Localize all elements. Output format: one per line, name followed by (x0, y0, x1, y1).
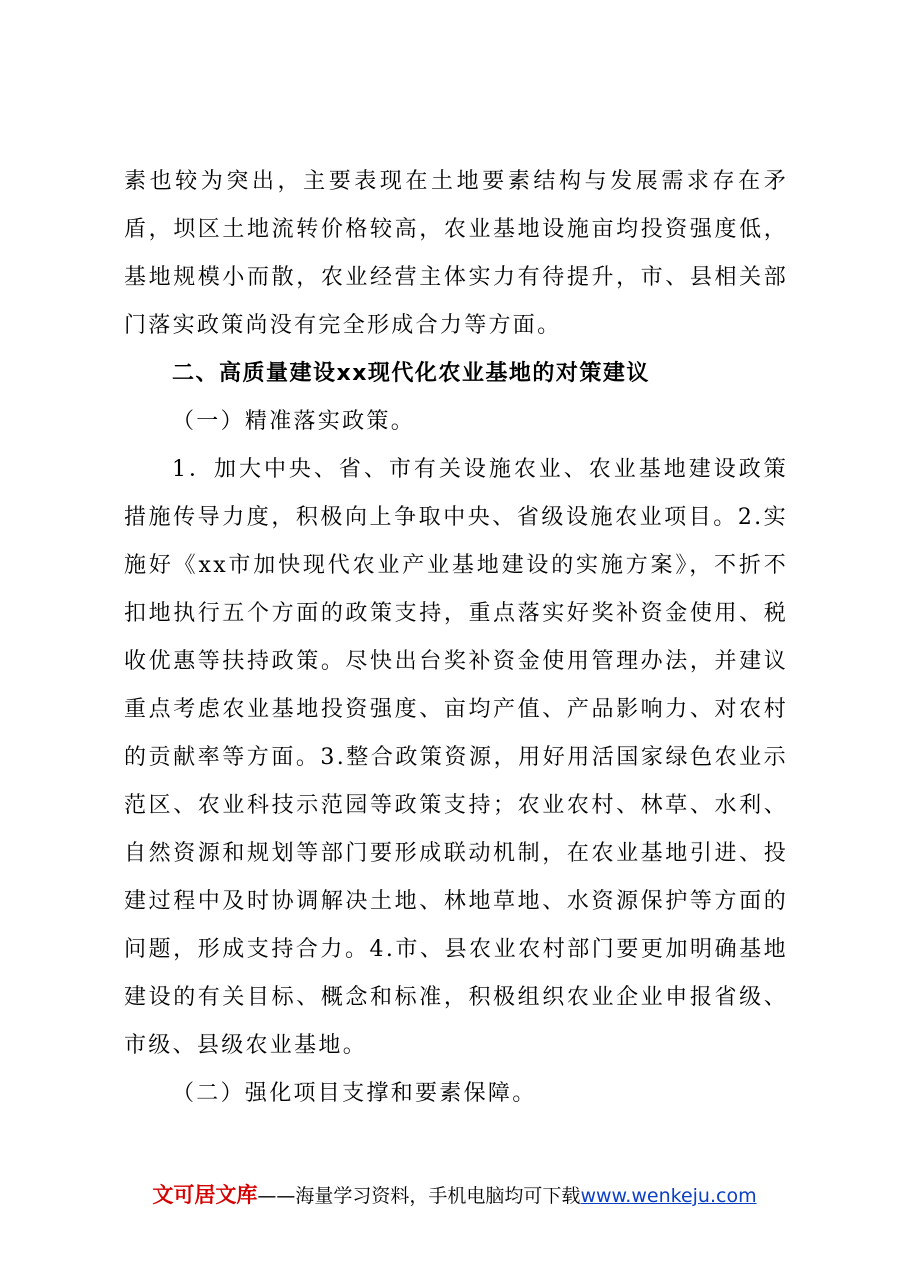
subsection-heading-1: （一）精准落实政策。 (172, 409, 416, 434)
footer-brand: 文可居文库 (152, 1183, 258, 1207)
paragraph-policy: 1．加大中央、省、市有关设施农业、农业基地建设政策措施传导力度，积极向上争取中央、省级设施农业项目。2.实施好《xx市加快现代农业产业基地建设的实施方案》，不折不扣地执行五个方面的政策支持，重点落实好奖补资金使用、税收优惠等扶持政策。尽快出台奖补资金使用管理办法，并建议重点考虑农业基地投资强度、亩均产值、产品影响力、对农村的贡献率等方面。3.整合政策资源，用好用活国家绿色农业示范区、农业科技示范园等政策支持；农业农村、林草、水利、自然资源和规划等部门要形成联动机制，在农业基地引进、投建过程中及时协调解决土地、林地草地、水资源保护等方面的问题，形成支持合力。4.市、县农业农村部门要更加明确基地建设的有关目标、概念和标准，积极组织农业企业申报省级、市级、县级农业基地。 (124, 457, 788, 1058)
footer-link[interactable]: www.wenkeju.com (580, 1185, 757, 1207)
section-heading: 二、高质量建设xx现代化农业基地的对策建议 (172, 361, 650, 386)
paragraph-continuation: 素也较为突出，主要表现在土地要素结构与发展需求存在矛盾，坝区土地流转价格较高，农业基地设施亩均投资强度低，基地规模小而散，农业经营主体实力有待提升，市、县相关部门落实政策尚没有完全形成合力等方面。 (124, 169, 788, 338)
subsection-heading-2: （二）强化项目支撑和要素保障。 (172, 1081, 537, 1106)
document-body (124, 158, 788, 1118)
footer-banner (0, 1180, 909, 1211)
footer-tagline: ——海量学习资料，手机电脑均可下载 (257, 1185, 581, 1207)
